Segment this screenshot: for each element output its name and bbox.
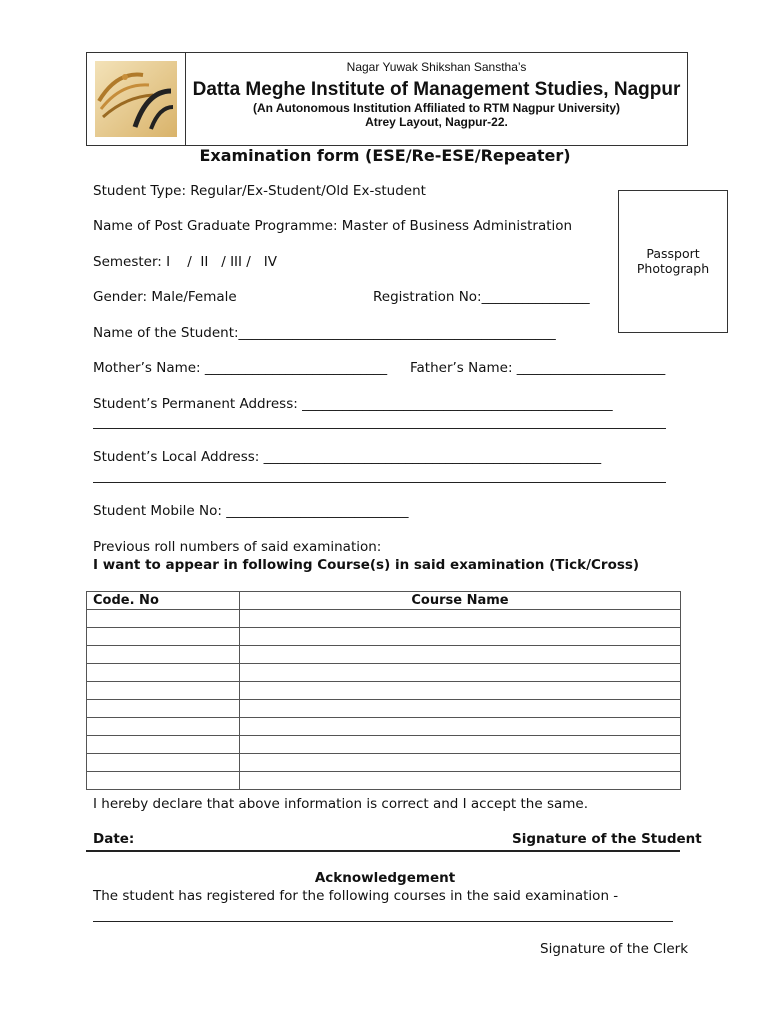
student-type-field[interactable]: Student Type: Regular/Ex-Student/Old Ex-student [93,183,426,199]
code-cell[interactable] [87,664,240,682]
programme-field: Name of Post Graduate Programme: Master of Business Administration [93,218,573,234]
table-row [87,664,681,682]
table-row [87,628,681,646]
clerk-signature-label[interactable]: Signature of the Clerk [540,941,689,957]
permanent-address-line2[interactable] [93,428,666,429]
acknowledgement-courses-line[interactable] [93,921,673,922]
semester-field[interactable]: Semester: I / II / III / IV [93,254,277,270]
student-signature-label[interactable]: Signature of the Student [512,831,702,847]
mobile-field[interactable]: Student Mobile No: ___________________________ [93,503,409,519]
table-row [87,682,681,700]
course-name-header: Course Name [240,592,681,610]
passport-photo-box[interactable] [618,190,728,333]
table-row [87,700,681,718]
date-label[interactable]: Date: [93,831,135,847]
society-name: Nagar Yuwak Shikshan Sanstha’s [346,60,527,74]
course-cell[interactable] [240,664,681,682]
acknowledgement-text: The student has registered for the following courses in the said examination - [93,888,619,904]
code-cell[interactable] [87,772,240,790]
course-cell[interactable] [240,772,681,790]
code-cell[interactable] [87,754,240,772]
gender-field[interactable]: Gender: Male/Female [93,289,237,305]
code-cell[interactable] [87,718,240,736]
header-text [186,53,687,145]
code-cell[interactable] [87,736,240,754]
mother-name-field[interactable]: Mother’s Name: ___________________________ [93,360,388,376]
code-no-header: Code. No [87,592,240,610]
table-row [87,736,681,754]
institute-affiliation: (An Autonomous Institution Affiliated to RTM Nagpur University) [252,101,621,115]
previous-roll-label: Previous roll numbers of said examination: [93,539,382,555]
student-name-field[interactable]: Name of the Student:_______________________________________________ [93,325,556,341]
local-address-field[interactable]: Student’s Local Address: __________________________________________________ [93,449,602,465]
course-instruction: I want to appear in following Course(s) in said examination (Tick/Cross) [93,557,640,573]
course-cell[interactable] [240,700,681,718]
course-cell[interactable] [240,628,681,646]
table-row [87,610,681,628]
declaration-text: I hereby declare that above information is correct and I accept the same. [93,796,588,812]
registration-field[interactable]: Registration No:________________ [373,289,590,305]
institute-header [86,52,688,146]
table-row [87,646,681,664]
code-cell[interactable] [87,682,240,700]
father-name-field[interactable]: Father’s Name: ______________________ [410,360,666,376]
photo-label-line1: Passport [646,246,700,261]
permanent-address-field[interactable]: Student’s Permanent Address: ______________________________________________ [93,396,613,412]
table-header-row [87,592,681,610]
code-cell[interactable] [87,628,240,646]
code-cell[interactable] [87,700,240,718]
acknowledgement-title: Acknowledgement [314,870,456,886]
table-row [87,772,681,790]
course-cell[interactable] [240,610,681,628]
course-cell[interactable] [240,646,681,664]
form-title: Examination form (ESE/Re-ESE/Repeater) [199,146,571,165]
photo-label-line2: Photograph [636,261,710,276]
code-cell[interactable] [87,610,240,628]
code-cell[interactable] [87,646,240,664]
course-cell[interactable] [240,682,681,700]
institute-name: Datta Meghe Institute of Management Studies, Nagpur [192,79,681,100]
course-cell[interactable] [240,754,681,772]
institute-logo [95,61,177,137]
course-table [86,591,681,790]
signature-divider [86,850,680,852]
institute-address: Atrey Layout, Nagpur-22. [365,115,508,129]
table-row [87,754,681,772]
course-cell[interactable] [240,736,681,754]
local-address-line2[interactable] [93,482,666,483]
table-row [87,718,681,736]
course-cell[interactable] [240,718,681,736]
